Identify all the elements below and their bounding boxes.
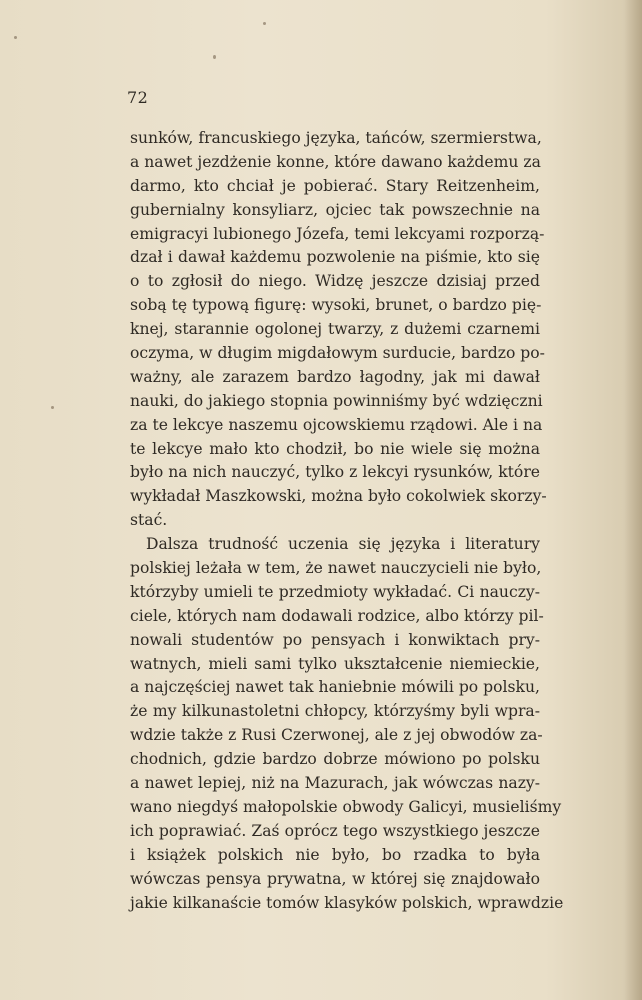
text-line: i książek polskich nie było, bo rzadka to była xyxy=(130,845,540,864)
text-line: za te lekcye naszemu ojcowskiemu rządowi. Ale i na xyxy=(130,415,543,434)
text-line: polskiej leżała w tem, że nawet nauczycieli nie było, xyxy=(130,559,542,578)
paper-speck xyxy=(14,36,17,39)
text-line: wówczas pensya prywatna, w której się znajdowało xyxy=(130,869,540,888)
page-number: 72 xyxy=(127,88,149,107)
text-line: knej, starannie ogolonej twarzy, z dużemi czarnemi xyxy=(130,320,540,339)
paper-speck xyxy=(263,22,266,25)
text-line: sobą tę typową figurę: wysoki, brunet, o bardzo pię- xyxy=(130,296,542,315)
text-line: a nawet jezdżenie konne, które dawano każdemu za xyxy=(130,152,541,171)
text-line: chodnich, gdzie bardzo dobrze mówiono po polsku xyxy=(130,750,540,769)
text-line: emigracyi lubionego Józefa, temi lekcyami rozporzą- xyxy=(130,224,545,243)
text-line: że my kilkunastoletni chłopcy, którzyśmy byli wpra- xyxy=(130,702,540,721)
text-line: nowali studentów po pensyach i konwiktach pry- xyxy=(130,630,540,649)
text-line: watnych, mieli sami tylko ukształcenie niemieckie, xyxy=(130,654,540,673)
text-line: wdzie także z Rusi Czerwonej, ale z jej obwodów za- xyxy=(130,726,543,745)
text-line: a najczęściej nawet tak haniebnie mówili po polsku, xyxy=(130,678,540,697)
text-line: te lekcye mało kto chodził, bo nie wiele się można xyxy=(130,439,540,458)
text-line: a nawet lepiej, niż na Mazurach, jak wówczas nazy- xyxy=(130,774,540,793)
text-line: oczyma, w długim migdałowym surducie, bardzo po- xyxy=(130,344,545,363)
text-line: ważny, ale zarazem bardzo łagodny, jak mi dawał xyxy=(130,367,540,386)
text-line: dzał i dawał każdemu pozwolenie na piśmie, kto się xyxy=(130,248,540,267)
text-line: wano niegdyś małopolskie obwody Galicyi, musieliśmy xyxy=(130,797,562,816)
text-line-paragraph-end: stać. xyxy=(130,511,168,530)
text-line: jakie kilkanaście tomów klasyków polskich, wprawdzie xyxy=(130,893,564,912)
text-line: ich poprawiać. Zaś oprócz tego wszystkiego jeszcze xyxy=(130,821,540,840)
text-line: darmo, kto chciał je pobierać. Stary Reitzenheim, xyxy=(130,176,540,195)
text-line: nauki, do jakiego stopnia powinniśmy być wdzięczni xyxy=(130,391,543,410)
text-line: gubernialny konsyliarz, ojciec tak powszechnie na xyxy=(130,200,540,219)
text-line: wykładał Maszkowski, można było cokolwiek skorzy- xyxy=(130,487,547,506)
text-line: którzyby umieli te przedmioty wykładać. Ci nauczy- xyxy=(130,582,540,601)
paper-speck xyxy=(213,55,216,59)
text-line: sunków, francuskiego języka, tańców, szermierstwa, xyxy=(130,129,542,147)
body-text xyxy=(130,127,564,915)
text-line: ciele, których nam dodawali rodzice, albo którzy pil- xyxy=(130,606,544,625)
text-line-paragraph-start: Dalsza trudność uczenia się języka i literatury xyxy=(146,535,540,554)
text-line: o to zgłosił do niego. Widzę jeszcze dzisiaj przed xyxy=(130,272,540,291)
text-line: było na nich nauczyć, tylko z lekcyi rysunków, które xyxy=(130,463,540,482)
page-edge-shadow xyxy=(624,0,642,1000)
paper-speck xyxy=(51,406,54,409)
